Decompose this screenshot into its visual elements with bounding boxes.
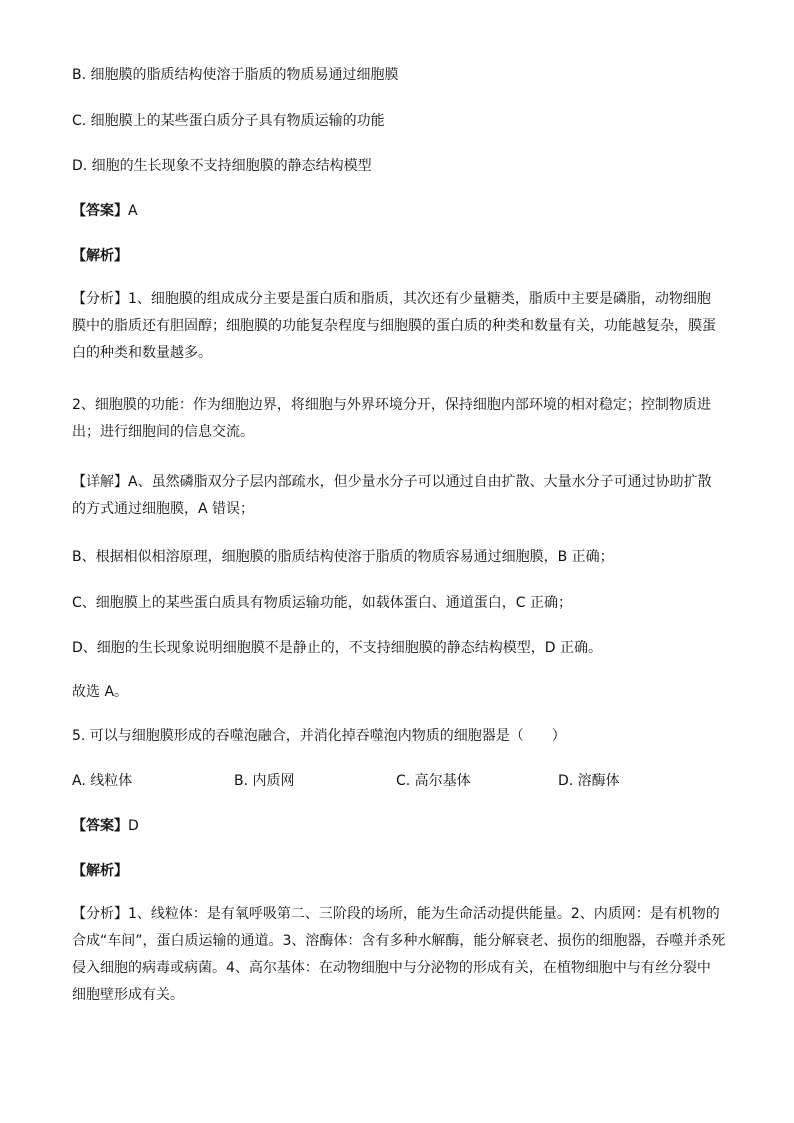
q4-detail-b: B、根据相似相溶原理，细胞膜的脂质结构使溶于脂质的物质容易通过细胞膜，B 正确； <box>72 549 614 565</box>
q4-analysis-label: 【解析】 <box>72 248 128 264</box>
q5-option-a: A. 线粒体 <box>72 773 133 789</box>
q4-answer <box>72 200 138 222</box>
q5-option-c: C. 高尔基体 <box>396 773 471 789</box>
q4-point2-paragraph <box>72 392 722 446</box>
paragraph-line: 侵入细胞的病毒或病菌。4、高尔基体：在动物细胞中与分泌物的形成有关，在植物细胞中与有丝分裂中 <box>72 960 711 976</box>
q4-detail-d: D、细胞的生长现象说明细胞膜不是静止的，不支持细胞膜的静态结构模型，D 正确。 <box>72 640 603 656</box>
paragraph-line: 白的种类和数量越多。 <box>72 345 212 361</box>
q5-answer <box>72 815 139 837</box>
q5-stem: 5. 可以与细胞膜形成的吞噬泡融合，并消化掉吞噬泡内物质的细胞器是（ ） <box>72 728 566 744</box>
answer-value: D <box>128 818 139 834</box>
answer-label: 【答案】 <box>72 818 128 834</box>
q5-option-d: D. 溶酶体 <box>558 773 620 789</box>
paragraph-line: 细胞壁形成有关。 <box>72 987 184 1003</box>
paragraph-line: 【详解】A、虽然磷脂双分子层内部疏水，但少量水分子可以通过自由扩散、大量水分子可通过协助扩散 <box>72 474 712 490</box>
q5-fenxi-paragraph <box>72 901 726 1009</box>
q5-analysis-label: 【解析】 <box>72 863 128 879</box>
answer-label: 【答案】 <box>72 203 128 219</box>
q4-conclusion: 故选 A。 <box>72 684 129 700</box>
q4-option-b: B. 细胞膜的脂质结构使溶于脂质的物质易通过细胞膜 <box>72 67 399 83</box>
paragraph-line: 合成“车间”，蛋白质运输的通道。3、溶酶体：含有多种水解酶，能分解衰老、损伤的细胞器，吞噬并杀死 <box>72 933 726 949</box>
q4-option-d: D. 细胞的生长现象不支持细胞膜的静态结构模型 <box>72 158 372 174</box>
paragraph-line: 出；进行细胞间的信息交流。 <box>72 424 254 440</box>
paragraph-line: 2、细胞膜的功能：作为细胞边界，将细胞与外界环境分开，保持细胞内部环境的相对稳定；控制物质进 <box>72 397 711 413</box>
paragraph-line: 膜中的脂质还有胆固醇；细胞膜的功能复杂程度与细胞膜的蛋白质的种类和数量有关，功能越复杂，膜蛋 <box>72 318 716 334</box>
paragraph-line: 【分析】1、细胞膜的组成成分主要是蛋白质和脂质，其次还有少量糖类，脂质中主要是磷脂，动物细胞 <box>72 291 711 307</box>
q4-detail-c: C、细胞膜上的某些蛋白质具有物质运输功能，如载体蛋白、通道蛋白，C 正确； <box>72 595 572 611</box>
paragraph-line: 【分析】1、线粒体：是有氧呼吸第二、三阶段的场所，能为生命活动提供能量。2、内质网：是有机物的 <box>72 906 720 922</box>
q4-detail-paragraph <box>72 469 722 523</box>
q4-option-c: C. 细胞膜上的某些蛋白质分子具有物质运输的功能 <box>72 113 385 129</box>
paragraph-line: 的方式通过细胞膜，A 错误； <box>72 501 255 517</box>
q5-option-b: B. 内质网 <box>234 773 295 789</box>
q4-fenxi-paragraph <box>72 286 722 367</box>
answer-value: A <box>128 203 138 219</box>
